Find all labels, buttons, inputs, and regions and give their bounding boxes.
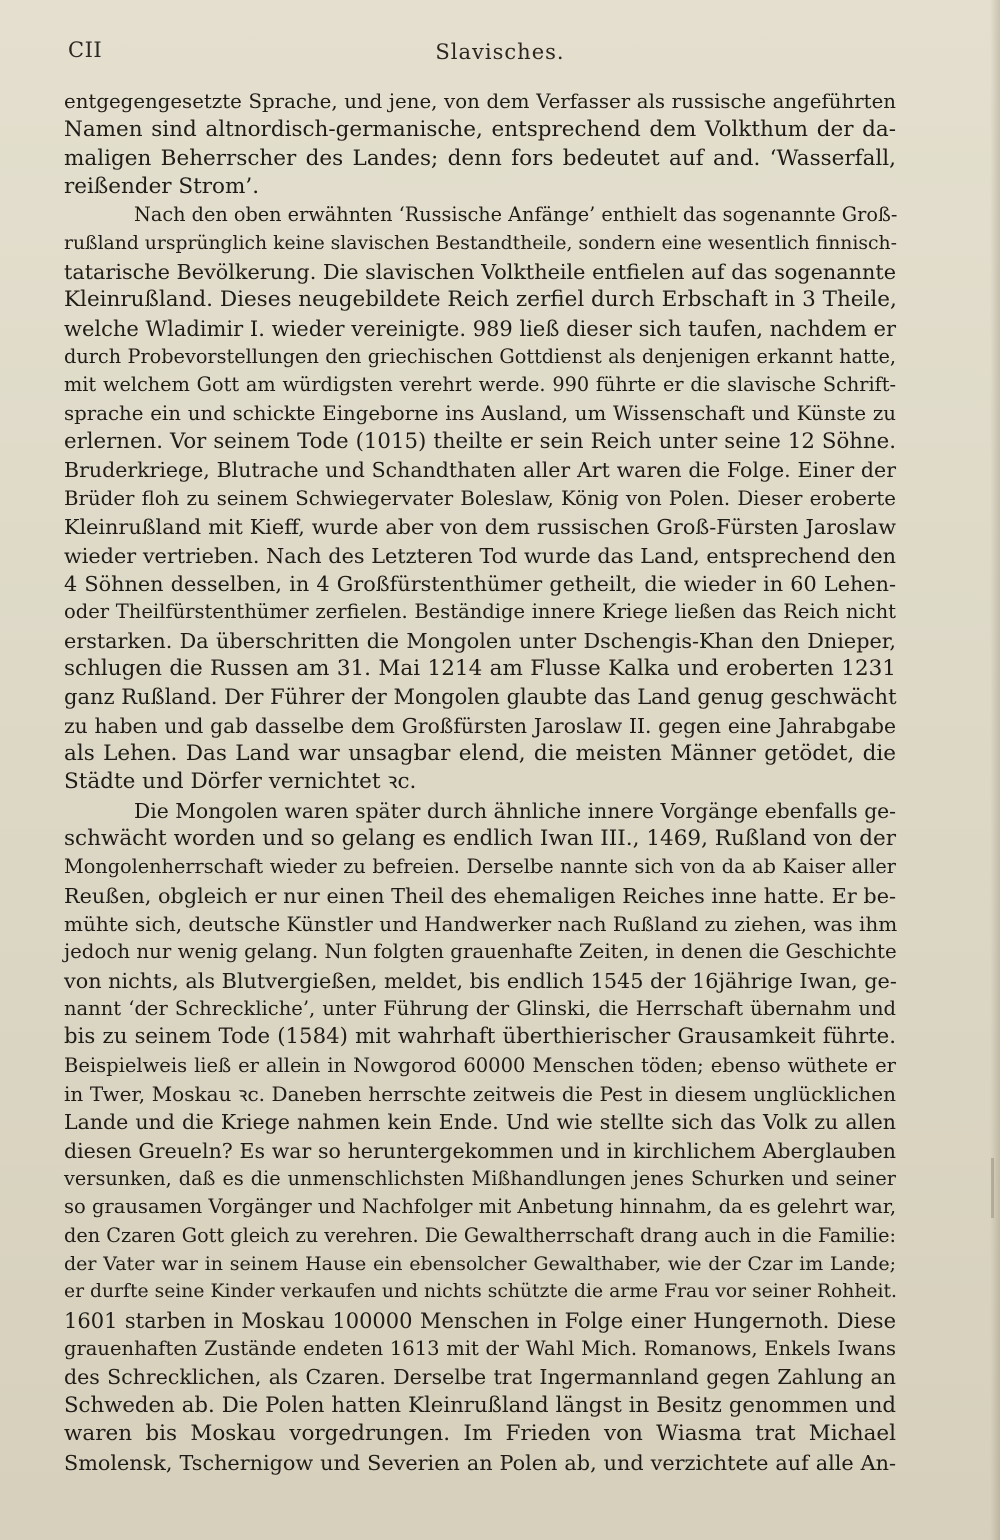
text-line: erstarken. Da überschritten die Mongolen unter Dschengis-Khan den Dnieper, <box>64 628 896 653</box>
text-line: durch Probevorstellungen den griechischen Gottdienst als denjenigen erkannt hatte, <box>64 345 896 369</box>
margin-mark <box>991 1158 994 1218</box>
text-line: rußland ursprünglich keine slavischen Bestandtheile, sondern eine wesentlich finnisch- <box>64 232 897 254</box>
text-line: schwächt worden und so gelang es endlich Iwan III., 1469, Rußland von der <box>64 825 896 851</box>
page-edge-shadow <box>990 0 1000 1540</box>
text-line: Smolensk, Tschernigow und Severien an Polen ab, und verzichtete auf alle An- <box>64 1450 896 1475</box>
text-line: nannt ‘der Schreckliche’, unter Führung der Glinski, die Herrschaft übernahm und <box>64 997 896 1020</box>
text-line: Namen sind altnordisch-germanische, entsprechend dem Volkthum der da- <box>64 117 896 143</box>
text-line: tatarische Bevölkerung. Die slavischen Volktheile entfielen auf das sogenannte <box>64 260 896 285</box>
text-line: bis zu seinem Tode (1584) mit wahrhaft überthierischer Grausamkeit führte. <box>64 1024 896 1050</box>
text-line: Bruderkriege, Blutrache und Schandthaten aller Art waren die Folge. Einer der <box>64 458 896 483</box>
text-line: versunken, daß es die unmenschlichsten Mißhandlungen jenes Schurken und seiner <box>64 1167 896 1191</box>
body-text <box>64 88 896 1477</box>
text-line: Brüder floh zu seinem Schwiegervater Boleslaw, König von Polen. Dieser eroberte <box>64 486 896 510</box>
text-line: oder Theilfürstenthümer zerfielen. Beständige innere Kriege ließen das Reich nicht <box>64 600 896 624</box>
text-line: zu haben und gab dasselbe dem Großfürsten Jaroslaw II. gegen eine Jahrabgabe <box>64 713 896 738</box>
text-line: als Lehen. Das Land war unsagbar elend, die meisten Männer getödet, die <box>64 740 896 766</box>
text-line: waren bis Moskau vorgedrungen. Im Frieden von Wiasma trat Michael <box>64 1421 896 1447</box>
text-line: entgegengesetzte Sprache, und jene, von dem Verfasser als russische angeführten <box>64 90 896 113</box>
text-line: maligen Beherrscher des Landes; denn fors bedeutet auf and. ‘Wasserfall, <box>64 145 896 171</box>
text-line: Nach den oben erwähnten ‘Russische Anfänge’ enthielt das sogenannte Groß- <box>134 203 898 227</box>
text-line: jedoch nur wenig gelang. Nun folgten grauenhafte Zeiten, in denen die Geschichte <box>64 940 897 964</box>
text-line: grauenhaften Zustände endeten 1613 mit der Wahl Mich. Romanows, Enkels Iwans <box>64 1337 896 1361</box>
text-line: Lande und die Kriege nahmen kein Ende. Und wie stellte sich das Volk zu allen <box>64 1110 896 1135</box>
text-line: erlernen. Vor seinem Tode (1015) theilte er sein Reich unter seine 12 Söhne. <box>64 429 896 455</box>
text-line: den Czaren Gott gleich zu verehren. Die Gewaltherrschaft drang auch in die Familie: <box>64 1223 896 1247</box>
text-line: in Twer, Moskau ꝛc. Daneben herrschte zeitweis die Pest in diesem unglücklichen <box>64 1082 896 1107</box>
text-line: Die Mongolen waren später durch ähnliche innere Vorgänge ebenfalls ge- <box>134 798 896 823</box>
text-line: welche Wladimir I. wieder vereinigte. 989 ließ dieser sich taufen, nachdem er <box>64 316 896 341</box>
text-line: diesen Greueln? Es war so heruntergekommen und in kirchlichem Aberglauben <box>64 1138 896 1163</box>
text-line: Mongolenherrschaft wieder zu befreien. Derselbe nannte sich von da ab Kaiser aller <box>64 855 896 879</box>
text-line: mit welchem Gott am würdigsten verehrt werde. 990 führte er die slavische Schrift- <box>64 373 896 397</box>
text-line: reißender Strom’. <box>64 174 260 200</box>
text-line: wieder vertrieben. Nach des Letzteren Tod wurde das Land, entsprechend den <box>64 543 896 568</box>
text-line: so grausamen Vorgänger und Nachfolger mit Anbetung hinnahm, da es gelehrt war, <box>64 1195 897 1219</box>
text-line: ganz Rußland. Der Führer der Mongolen glaubte das Land genug geschwächt <box>64 685 897 710</box>
running-title: Slavisches. <box>435 40 565 64</box>
text-line: von nichts, als Blutvergießen, meldet, bis endlich 1545 der 16jährige Iwan, ge- <box>64 968 897 993</box>
text-line: 1601 starben in Moskau 100000 Menschen in Folge einer Hungernoth. Diese <box>64 1308 896 1333</box>
text-line: sprache ein und schickte Eingeborne ins Ausland, um Wissenschaft und Künste zu <box>64 401 896 425</box>
text-line: mühte sich, deutsche Künstler und Handwerker nach Rußland zu ziehen, was ihm <box>64 911 898 936</box>
text-line: 4 Söhnen desselben, in 4 Großfürstenthümer getheilt, die wieder in 60 Lehen- <box>64 571 896 596</box>
text-line: Reußen, obgleich er nur einen Theil des ehemaligen Reiches inne hatte. Er be- <box>64 883 896 908</box>
text-line: der Vater war in seinem Hause ein ebensolcher Gewalthaber, wie der Czar im Lande; <box>64 1253 896 1276</box>
text-line: Beispielweis ließ er allein in Nowgorod 60000 Menschen töden; ebenso wüthete er <box>64 1053 896 1077</box>
text-line: des Schrecklichen, als Czaren. Derselbe trat Ingermannland gegen Zahlung an <box>64 1365 896 1390</box>
text-line: Kleinrußland. Dieses neugebildete Reich zerfiel durch Erbschaft in 3 Theile, <box>64 287 897 313</box>
text-line: Städte und Dörfer vernichtet ꝛc. <box>64 769 417 795</box>
text-line: er durfte seine Kinder verkaufen und nichts schützte die arme Frau vor seiner Rohheit. <box>64 1281 898 1303</box>
text-line: Schweden ab. Die Polen hatten Kleinrußland längst in Besitz genommen und <box>64 1392 896 1418</box>
text-line: Kleinrußland mit Kieff, wurde aber von dem russischen Groß-Fürsten Jaroslaw <box>64 515 896 540</box>
page-number: CII <box>68 38 103 62</box>
text-line: schlugen die Russen am 31. Mai 1214 am Flusse Kalka und eroberten 1231 <box>64 655 896 681</box>
